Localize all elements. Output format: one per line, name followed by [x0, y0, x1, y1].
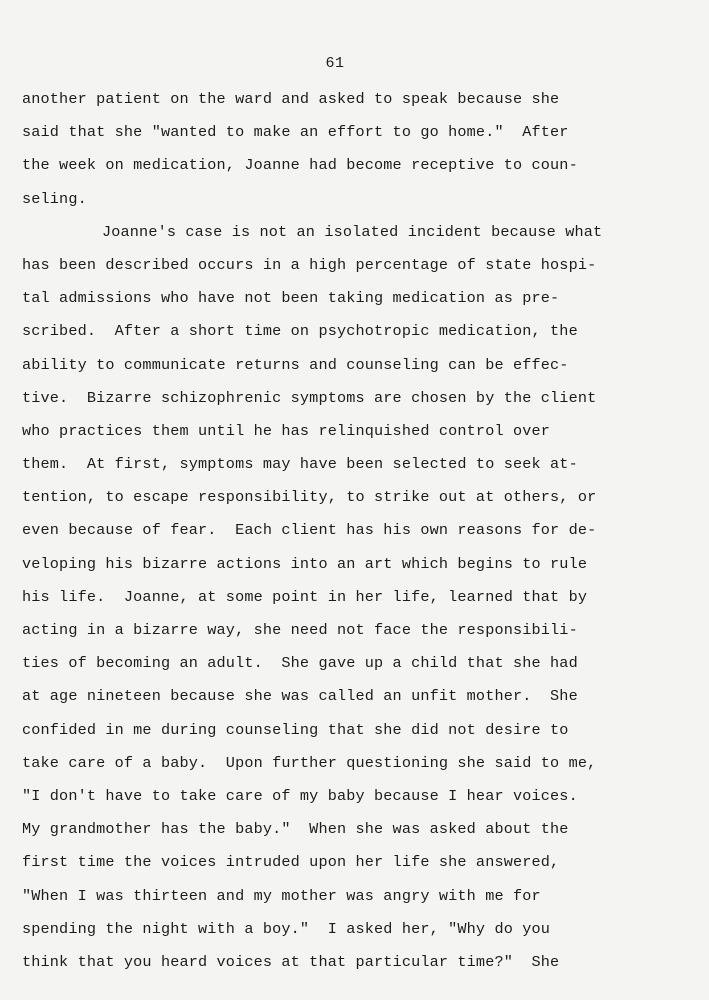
text-line: tention, to escape responsibility, to strike out at others, or — [22, 488, 597, 507]
text-line: think that you heard voices at that particular time?" She — [22, 952, 560, 971]
text-line: even because of fear. Each client has his own reasons for de- — [22, 521, 597, 540]
paragraph-start-line: Joanne's case is not an isolated incident because what — [102, 222, 603, 241]
text-line: "I don't have to take care of my baby because I hear voices. — [22, 786, 578, 805]
text-line: tal admissions who have not been taking medication as pre- — [22, 289, 560, 308]
text-line: ties of becoming an adult. She gave up a child that she had — [22, 654, 578, 673]
text-line: spending the night with a boy." I asked her, "Why do you — [22, 919, 551, 938]
text-line: veloping his bizarre actions into an art which begins to rule — [22, 554, 588, 573]
text-line: the week on medication, Joanne had become receptive to coun- — [22, 156, 578, 175]
text-line: acting in a bizarre way, she need not face the responsibili- — [22, 621, 578, 639]
text-line: first time the voices intruded upon her life she answered, — [22, 853, 560, 872]
text-line: scribed. After a short time on psychotropic medication, the — [22, 322, 578, 341]
body-text — [22, 86, 702, 982]
text-line: said that she "wanted to make an effort to go home." After — [22, 123, 569, 142]
text-line: seling. — [22, 189, 87, 208]
text-line: My grandmother has the baby." When she was asked about the — [22, 820, 569, 839]
text-line: who practices them until he has relinquished control over — [22, 421, 551, 440]
text-line: ability to communicate returns and counseling can be effec- — [22, 355, 569, 374]
text-line: tive. Bizarre schizophrenic symptoms are chosen by the client — [22, 388, 597, 407]
text-line: take care of a baby. Upon further questioning she said to me, — [22, 753, 597, 772]
text-line: his life. Joanne, at some point in her life, learned that by — [22, 587, 588, 606]
text-line: another patient on the ward and asked to speak because she — [22, 90, 560, 108]
text-line: has been described occurs in a high percentage of state hospi- — [22, 255, 597, 274]
page-number: 61 — [325, 55, 345, 72]
text-line: "When I was thirteen and my mother was angry with me for — [22, 886, 541, 905]
text-line: at age nineteen because she was called an unfit mother. She — [22, 687, 578, 706]
text-line: them. At first, symptoms may have been selected to seek at- — [22, 455, 578, 474]
text-line: confided in me during counseling that she did not desire to — [22, 720, 569, 739]
